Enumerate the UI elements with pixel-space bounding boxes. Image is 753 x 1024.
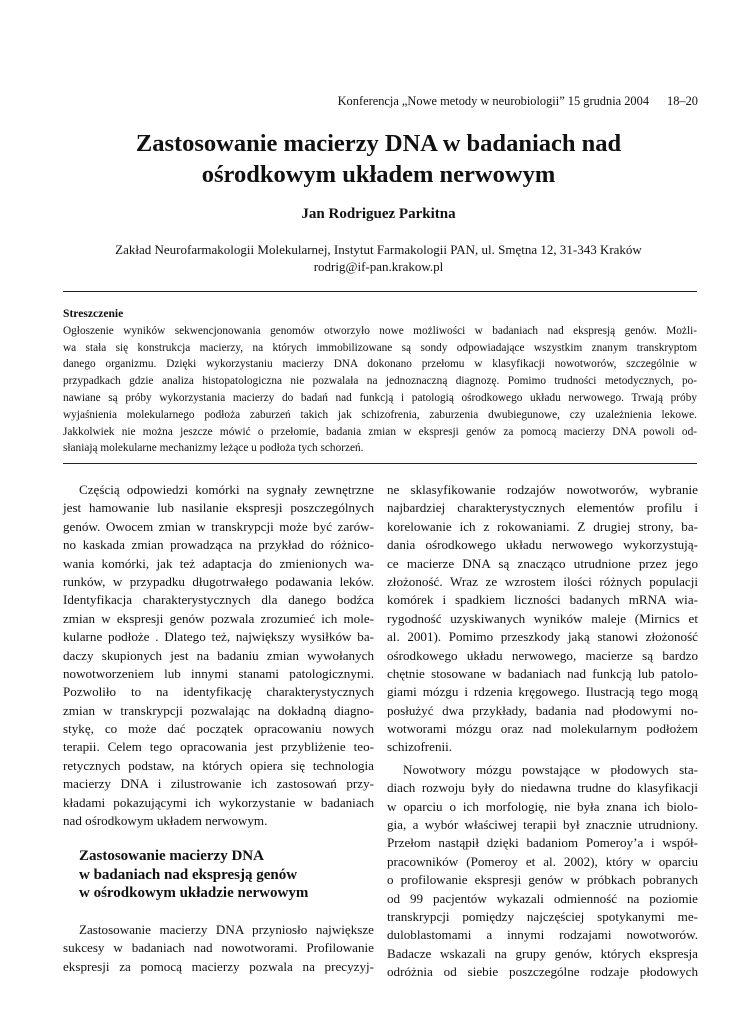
- text-line: macierzy DNA i zilustrowanie ich zastosowań przy-: [63, 776, 374, 792]
- running-header: [338, 94, 698, 109]
- section-heading: [79, 847, 374, 903]
- text-line: wania komórki, jak też adaptacja do zmienionych wa-: [63, 555, 374, 571]
- text-line: posłużyć dwa przykłady, badania nad płodowymi no-: [387, 702, 698, 718]
- abstract-line: wyjaśnienia molekularnego podłoża zaburzeń takich jak schizofrenia, zaburzenia dwubiegunowe, czy uzależnienia lekowe.: [63, 408, 697, 421]
- title-line-2: ośrodkowym układem nerwowym: [201, 161, 556, 188]
- text-line: gia, a wybór właściwej terapii był znacznie utrudniony.: [387, 817, 698, 833]
- text-line: Nowotwory mózgu powstające w płodowych sta-: [403, 761, 698, 777]
- abstract-line: przypadkach gdzie analiza histopatologiczna nie pozwalała na jednoznaczną diagnozę. Pomimo trudności metodycznych, po-: [63, 375, 697, 388]
- text-line: no kaskada zmian prowadząca na przykład do różnico-: [63, 537, 374, 553]
- text-line: runków, w przypadku długotrwałego podawania leków.: [63, 573, 374, 589]
- text-line: ekspresji za pomocą macierzy pozwala na precyzyj-: [63, 958, 374, 974]
- text-line: nowotworzeniem lub innymi stanami patologicznymi.: [63, 665, 374, 681]
- text-line: Przełom nastąpił dzięki badaniom Pomeroy’a i współ-: [387, 835, 698, 851]
- text-line: al. 2001). Pomimo przeszkody jaką stanowi złożoność: [387, 629, 698, 645]
- author-email: rodrig@if-pan.krakow.pl: [313, 259, 444, 274]
- affiliation: [60, 241, 697, 275]
- text-line: pracowników (Pomeroy et al. 2002), który w oparciu: [387, 853, 698, 869]
- text-line: ne sklasyfikowanie rodzajów nowotworów, wybranie: [387, 482, 698, 497]
- text-line: nad ośrodkowym układem nerwowym.: [63, 813, 268, 829]
- text-line: chętnie stosowane w badaniach nad funkcją lub patolo-: [387, 665, 698, 681]
- text-line: sukcesy w badaniach nad nowotworami. Profilowanie: [63, 940, 374, 956]
- text-line: Identyfikacja charakterystycznych dla danego bodźca: [63, 592, 374, 608]
- text-line: terapii. Celem tego opracowania jest przybliżenie teo-: [63, 739, 374, 755]
- text-line: rygodność uzyskiwanych wyników maleje (Mirnics et: [387, 610, 698, 626]
- abstract-heading: Streszczenie: [63, 307, 124, 320]
- abstract-line: wa stała się konstrukcja macierzy, na których immobilizowane są sondy odpowiadające wszystkim znanym transkryptom: [63, 341, 697, 354]
- text-line: diach rozwoju były do niedawna trudne do klasyfikacji: [387, 780, 698, 796]
- text-line: Częścią odpowiedzi komórki na sygnały zewnętrzne: [79, 482, 374, 497]
- text-line: zmian w ekspresji genów pozwala zrozumieć ich mole-: [63, 610, 374, 626]
- continued-paragraph: [387, 481, 698, 757]
- text-line: kładami pokazującymi ich wykorzystanie w badaniach: [63, 794, 374, 810]
- abstract-line: danego organizmu. Dzięki wykorzystaniu macierzy DNA dokonano przełomu w klasyfikacji nowotworów, szczególnie w: [63, 358, 697, 371]
- abstract-bottom-rule: [63, 463, 697, 464]
- text-line: Zastosowanie macierzy DNA przyniosło największe: [79, 921, 374, 937]
- abstract-top-rule: [63, 291, 697, 292]
- paper-title: [60, 128, 697, 190]
- abstract-line: Jakkolwiek nie można jeszcze mówić o przełomie, badania zmian w ekspresji genów za pomocą macierzy DNA powoli od-: [63, 425, 697, 438]
- text-line: duloblastomami a innymi rodzajami nowotworów.: [387, 927, 698, 943]
- text-line: o profilowanie ekspresji genów w próbkach pobranych: [387, 872, 698, 888]
- text-line: ce macierze DNA są znacząco utrudnione przez jego: [387, 555, 698, 571]
- abstract-line: nawiane są próby wykorzystania macierzy do badań nad funkcją i patologią ośrodkowego układu nerwowego. Trwają próby: [63, 391, 697, 404]
- text-line: odróżnia od siebie poszczególne rodzaje płodowych: [387, 964, 698, 980]
- text-line: kularne podłoże . Dlatego też, największy wysiłków ba-: [63, 629, 374, 645]
- text-line: giami mózgu i rdzenia kręgowego. Ilustracją tego mogą: [387, 684, 698, 700]
- section-heading-line: Zastosowanie macierzy DNA: [79, 848, 264, 865]
- abstract: [63, 306, 697, 457]
- text-line: ośrodkowego układu nerwowego, macierze są bardzo: [387, 647, 698, 663]
- page-range: 18–20: [667, 94, 698, 108]
- tumor-paragraph: [387, 761, 698, 982]
- text-line: najbardziej charakterystycznych elementów profilu i: [387, 500, 698, 516]
- abstract-line: Ogłoszenie wyników sekwencjonowania genomów otworzyło nowe możliwości w badaniach nad ekspresją genów. Możli-: [63, 324, 697, 337]
- text-line: genów. Owocem zmian w transkrypcji może być zarów-: [63, 518, 374, 534]
- text-line: schizofrenii.: [387, 739, 453, 755]
- text-line: korelowanie ich z rokowaniami. Z drugiej strony, ba-: [387, 518, 698, 534]
- text-line: transkrypcji pomiędzy najczęściej spotykanymi me-: [387, 908, 698, 924]
- text-line: zmian w transkrypcji pozwalając na dokładną diagno-: [63, 702, 374, 718]
- text-line: jest hamowanie lub nasilanie ekspresji poszczególnych: [63, 500, 374, 516]
- text-line: w oparciu o ich morfologię, nie była znana ich biolo-: [387, 798, 698, 814]
- text-line: komórek i spadkiem liczności badanych mRNA wia-: [387, 592, 698, 608]
- affiliation-address: Zakład Neurofarmakologii Molekularnej, Instytut Farmakologii PAN, ul. Smętna 12, 31-343 Kraków: [115, 242, 642, 257]
- title-line-1: Zastosowanie macierzy DNA w badaniach nad: [135, 130, 622, 157]
- left-column: [63, 481, 374, 976]
- abstract-line: słaniają molekularne mechanizmy leżące u podłoża tych schorzeń.: [63, 442, 364, 455]
- text-line: stykę, co może dać początek opracowaniu nowych: [63, 721, 374, 737]
- text-line: wotworami mózgu oraz nad molekularnym podłożem: [387, 721, 698, 737]
- text-line: złożoność. Wraz ze wzrostem ilości różnych populacji: [387, 573, 698, 589]
- text-line: retycznych podstaw, na których opiera się technologia: [63, 757, 374, 773]
- intro-paragraph: [63, 481, 374, 830]
- section-paragraph: [63, 921, 374, 976]
- section-heading-line: w badaniach nad ekspresją genów: [79, 866, 298, 883]
- author-name: Jan Rodriguez Parkitna: [301, 206, 456, 222]
- text-line: Badacze wskazali na grupy genów, których ekspresja: [387, 945, 698, 961]
- conference-name: Konferencja „Nowe metody w neurobiologii” 15 grudnia 2004: [337, 94, 650, 108]
- text-line: dania ośrodkowego układu nerwowego wykorzystują-: [387, 537, 698, 553]
- text-line: od 99 pacjentów wykazali odmienność na poziomie: [387, 890, 698, 906]
- text-line: daczy skupionych jest na badaniu zmian wywołanych: [63, 647, 374, 663]
- text-line: Pozwoliło to na identyfikację charakterystycznych: [63, 684, 374, 700]
- section-heading-line: w ośrodkowym układzie nerwowym: [79, 885, 309, 902]
- right-column: [387, 481, 698, 982]
